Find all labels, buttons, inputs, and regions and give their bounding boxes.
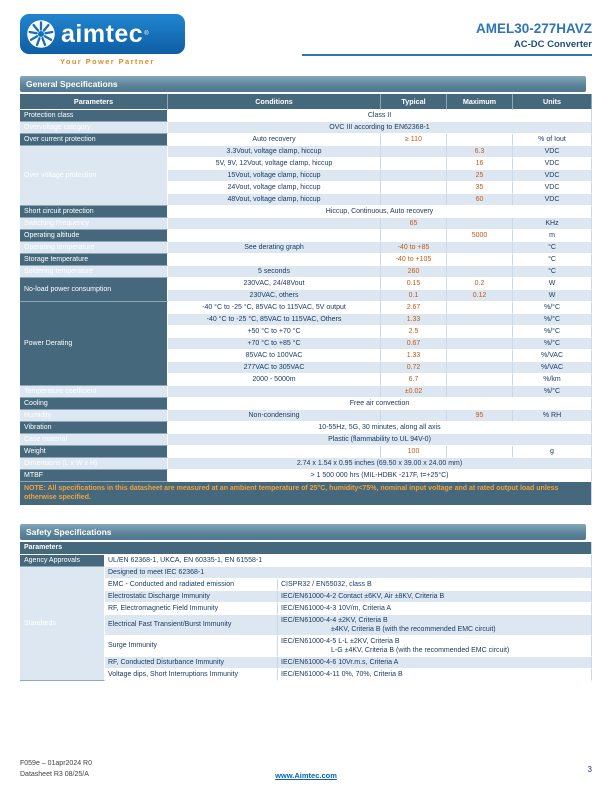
param-cell: MTBF xyxy=(20,470,168,482)
param-cell: Weight xyxy=(20,446,168,458)
table-row xyxy=(20,230,592,242)
maximum-cell: 16 xyxy=(447,158,513,170)
typical-cell: 260 xyxy=(381,266,447,278)
units-cell: KHz xyxy=(513,218,592,230)
condition-cell: Non-condensing xyxy=(168,410,381,422)
condition-cell: +50 °C to +70 °C xyxy=(168,326,381,338)
condition-cell: 230VAC, others xyxy=(168,290,381,302)
table-row xyxy=(20,278,592,290)
table-header-row xyxy=(20,94,592,110)
typical-cell xyxy=(381,146,447,158)
maximum-cell xyxy=(447,326,513,338)
param-cell: Overvoltage category xyxy=(20,122,168,134)
product-subtitle: AC-DC Converter xyxy=(513,38,592,50)
units-cell: %/°C xyxy=(513,314,592,326)
col-conditions: Conditions xyxy=(168,94,381,110)
document-code-block xyxy=(20,759,92,780)
param-cell: Power Derating xyxy=(20,302,168,386)
condition-cell: 5V, 9V, 12Vout, voltage clamp, hiccup xyxy=(168,158,381,170)
typical-cell xyxy=(381,170,447,182)
table-row xyxy=(20,458,592,470)
value-cell: OVC III according to EN62368-1 xyxy=(168,122,592,134)
units-cell: VDC xyxy=(513,146,592,158)
col-units: Units xyxy=(513,94,592,110)
note-row xyxy=(20,482,592,506)
units-cell: VDC xyxy=(513,158,592,170)
units-cell: °C xyxy=(513,266,592,278)
value-cell: Hiccup, Continuous, Auto recovery xyxy=(168,206,592,218)
param-cell: Agency Approvals xyxy=(20,555,105,567)
table-row xyxy=(20,242,592,254)
logo-wordmark: aimtec xyxy=(61,19,144,48)
units-cell: g xyxy=(513,446,592,458)
param-cell: Vibration xyxy=(20,422,168,434)
test-name-cell: EMC - Conducted and radiated emission xyxy=(105,579,278,591)
condition-cell xyxy=(168,230,381,242)
maximum-cell: 0.12 xyxy=(447,290,513,302)
maximum-cell: 6.3 xyxy=(447,146,513,158)
table-row xyxy=(20,636,592,657)
table-row xyxy=(20,146,592,158)
table-row xyxy=(20,591,592,603)
value-cell: Free air convection xyxy=(168,398,592,410)
param-cell: Over current protection xyxy=(20,134,168,146)
standard-cell xyxy=(278,615,592,636)
param-cell: Protection class xyxy=(20,110,168,122)
table-row xyxy=(20,398,592,410)
table-row xyxy=(20,555,592,567)
value-cell: Class II xyxy=(168,110,592,122)
condition-cell: -40 °C to -25 °C, 85VAC to 115VAC, Others xyxy=(168,314,381,326)
standard-cell: IEC/EN61000-4-3 10V/m, Criteria A xyxy=(278,603,592,615)
website-link-wrap xyxy=(275,771,337,780)
condition-cell xyxy=(168,218,381,230)
page-footer xyxy=(20,759,592,780)
maximum-cell xyxy=(447,362,513,374)
maximum-cell: 5000 xyxy=(447,230,513,242)
website-link[interactable]: www.Aimtec.com xyxy=(275,771,337,780)
table-row xyxy=(20,434,592,446)
param-cell: No-load power consumption xyxy=(20,278,168,302)
standard-line-2: ±4KV, Criteria B (with the recommended EMC circuit) xyxy=(331,625,496,633)
test-name-cell: Electrical Fast Transient/Burst Immunity xyxy=(105,615,278,636)
maximum-cell xyxy=(447,302,513,314)
standard-cell xyxy=(278,636,592,657)
table-row xyxy=(20,410,592,422)
param-cell: Case material xyxy=(20,434,168,446)
standard-cell: IEC/EN61000-4-11 0%, 70%, Criteria B xyxy=(278,669,592,681)
typical-cell xyxy=(381,410,447,422)
maximum-cell xyxy=(447,446,513,458)
value-cell: Designed to meet IEC 62368-1 xyxy=(105,567,592,579)
table-row xyxy=(20,446,592,458)
logo-tagline: Your Power Partner xyxy=(60,57,155,66)
table-row xyxy=(20,615,592,636)
param-cell: Humidity xyxy=(20,410,168,422)
standard-line-2: L-G ±4KV, Criteria B (with the recommended EMC circuit) xyxy=(331,646,510,654)
condition-cell: 2000 - 5000m xyxy=(168,374,381,386)
product-title: AMEL30-277HAVZ xyxy=(475,21,592,36)
standard-line-1: IEC/EN61000-4-5 L-L ±2KV, Criteria B xyxy=(281,637,400,645)
table-row xyxy=(20,218,592,230)
param-cell: Dimensions (L x W x H) xyxy=(20,458,168,470)
maximum-cell xyxy=(447,350,513,362)
units-cell: W xyxy=(513,278,592,290)
units-cell: % of Iout xyxy=(513,134,592,146)
condition-cell: 48Vout, voltage clamp, hiccup xyxy=(168,194,381,206)
typical-cell xyxy=(381,182,447,194)
typical-cell: 65 xyxy=(381,218,447,230)
typical-cell: 0.1 xyxy=(381,290,447,302)
param-cell: Standards xyxy=(20,567,105,681)
logo-badge xyxy=(20,14,185,54)
table-row xyxy=(20,134,592,146)
condition-cell: 230VAC, 24/48Vout xyxy=(168,278,381,290)
maximum-cell xyxy=(447,266,513,278)
test-name-cell: Electrostatic Discharge Immunity xyxy=(105,591,278,603)
table-row xyxy=(20,669,592,681)
maximum-cell xyxy=(447,314,513,326)
maximum-cell: 25 xyxy=(447,170,513,182)
units-cell: m xyxy=(513,230,592,242)
document-code: F059e – 01apr2024 R0 xyxy=(20,760,92,767)
table-header-row xyxy=(20,542,592,555)
units-cell: %/°C xyxy=(513,386,592,398)
table-row xyxy=(20,254,592,266)
typical-cell: 100 xyxy=(381,446,447,458)
maximum-cell xyxy=(447,134,513,146)
document-revision: Datasheet R3 08/25/A xyxy=(20,770,89,778)
units-cell: %/VAC xyxy=(513,350,592,362)
standard-cell: IEC/EN61000-4-2 Contact ±6KV, Air ±8KV, Criteria B xyxy=(278,591,592,603)
units-cell: W xyxy=(513,290,592,302)
table-row xyxy=(20,122,592,134)
page-number: 3 xyxy=(587,765,592,774)
param-cell: Storage temperature xyxy=(20,254,168,266)
condition-cell: 3.3Vout, voltage clamp, hiccup xyxy=(168,146,381,158)
condition-cell xyxy=(168,386,381,398)
maximum-cell xyxy=(447,338,513,350)
param-cell: Temperature coefficient xyxy=(20,386,168,398)
safety-specifications-bar: Safety Specifications xyxy=(20,524,586,540)
test-name-cell: RF, Electromagnetic Field Immunity xyxy=(105,603,278,615)
maximum-cell xyxy=(447,386,513,398)
condition-cell: 24Vout, voltage clamp, hiccup xyxy=(168,182,381,194)
registered-mark: ® xyxy=(144,31,149,37)
maximum-cell: 0.2 xyxy=(447,278,513,290)
units-cell: %/VAC xyxy=(513,362,592,374)
note-text: NOTE: All specifications in this datasheet are measured at an ambient temperature of 25°C, humidity<75%, nominal input voltage and at rated output load unless otherwise specified. xyxy=(20,482,592,506)
param-cell: Over voltage protection xyxy=(20,146,168,206)
units-cell: °C xyxy=(513,254,592,266)
condition-cell xyxy=(168,446,381,458)
standard-cell: CISPR32 / EN55032, class B xyxy=(278,579,592,591)
page-header xyxy=(20,14,592,66)
units-cell: VDC xyxy=(513,182,592,194)
units-cell: %/°C xyxy=(513,338,592,350)
condition-cell: 15Vout, voltage clamp, hiccup xyxy=(168,170,381,182)
typical-cell: 2.5 xyxy=(381,326,447,338)
aimtec-logo xyxy=(20,14,185,66)
param-cell: Switching Frequency xyxy=(20,218,168,230)
units-cell: VDC xyxy=(513,170,592,182)
maximum-cell xyxy=(447,254,513,266)
col-maximum: Maximum xyxy=(447,94,513,110)
table-row xyxy=(20,110,592,122)
table-row xyxy=(20,567,592,579)
maximum-cell: 35 xyxy=(447,182,513,194)
general-specifications-table xyxy=(20,94,592,506)
table-row xyxy=(20,386,592,398)
maximum-cell: 60 xyxy=(447,194,513,206)
param-cell: Cooling xyxy=(20,398,168,410)
typical-cell: 0.72 xyxy=(381,362,447,374)
typical-cell: 1.33 xyxy=(381,314,447,326)
typical-cell xyxy=(381,194,447,206)
maximum-cell xyxy=(447,374,513,386)
units-cell: VDC xyxy=(513,194,592,206)
typical-cell: 6.7 xyxy=(381,374,447,386)
test-name-cell: Voltage dips, Short Interruptions Immunity xyxy=(105,669,278,681)
units-cell: % RH xyxy=(513,410,592,422)
value-cell: Plastic (flammability to UL 94V-0) xyxy=(168,434,592,446)
typical-cell: -40 to +85 xyxy=(381,242,447,254)
units-cell: %/km xyxy=(513,374,592,386)
condition-cell: Auto recovery xyxy=(168,134,381,146)
table-row xyxy=(20,579,592,591)
typical-cell: ±0.02 xyxy=(381,386,447,398)
condition-cell: +70 °C to +85 °C xyxy=(168,338,381,350)
typical-cell: 2.67 xyxy=(381,302,447,314)
units-cell: %/°C xyxy=(513,326,592,338)
maximum-cell: 95 xyxy=(447,410,513,422)
units-cell: %/°C xyxy=(513,302,592,314)
typical-cell: -40 to +105 xyxy=(381,254,447,266)
test-name-cell: Surge Immunity xyxy=(105,636,278,657)
typical-cell: 0.67 xyxy=(381,338,447,350)
condition-cell: 5 seconds xyxy=(168,266,381,278)
condition-cell: 277VAC to 305VAC xyxy=(168,362,381,374)
typical-cell xyxy=(381,230,447,242)
table-row xyxy=(20,422,592,434)
table-row xyxy=(20,470,592,482)
standard-cell: IEC/EN61000-4-6 10Vr.m.s, Criteria A xyxy=(278,657,592,669)
param-cell: Soldering temperature xyxy=(20,266,168,278)
general-specifications-bar: General Specifications xyxy=(20,76,586,92)
condition-cell xyxy=(168,254,381,266)
safety-specifications-table xyxy=(20,542,592,681)
value-cell: UL/EN 62368-1, UKCA, EN 60335-1, EN 61558-1 xyxy=(105,555,592,567)
col-typical: Typical xyxy=(381,94,447,110)
product-header-block xyxy=(302,22,592,56)
table-row xyxy=(20,206,592,218)
condition-cell: See derating graph xyxy=(168,242,381,254)
typical-cell: 1.33 xyxy=(381,350,447,362)
param-cell: Short circuit protection xyxy=(20,206,168,218)
maximum-cell xyxy=(447,218,513,230)
value-cell: 2.74 x 1.54 x 0.95 inches (69.50 x 39.00 x 24.00 mm) xyxy=(168,458,592,470)
table-row xyxy=(20,266,592,278)
test-name-cell: RF, Conducted Disturbance Immunity xyxy=(105,657,278,669)
logo-sunburst-icon xyxy=(25,18,57,50)
table-row xyxy=(20,603,592,615)
condition-cell: -40 °C to -25 °C, 85VAC to 115VAC, 5V output xyxy=(168,302,381,314)
col-parameters: Parameters xyxy=(20,94,168,110)
table-row xyxy=(20,657,592,669)
condition-cell: 85VAC to 100VAC xyxy=(168,350,381,362)
maximum-cell xyxy=(447,242,513,254)
param-cell: Operating altitude xyxy=(20,230,168,242)
value-cell: 10-55Hz, 5G, 30 minutes, along all axis xyxy=(168,422,592,434)
param-cell: Operating temperature xyxy=(20,242,168,254)
parameters-header: Parameters xyxy=(20,542,592,555)
units-cell: °C xyxy=(513,242,592,254)
typical-cell xyxy=(381,158,447,170)
typical-cell: 0.15 xyxy=(381,278,447,290)
table-row xyxy=(20,302,592,314)
value-cell: > 1 500 000 hrs (MIL-HDBK -217F, t=+25°C) xyxy=(168,470,592,482)
standard-line-1: IEC/EN61000-4-4 ±2KV, Criteria B xyxy=(281,616,388,624)
typical-cell: ≥ 110 xyxy=(381,134,447,146)
